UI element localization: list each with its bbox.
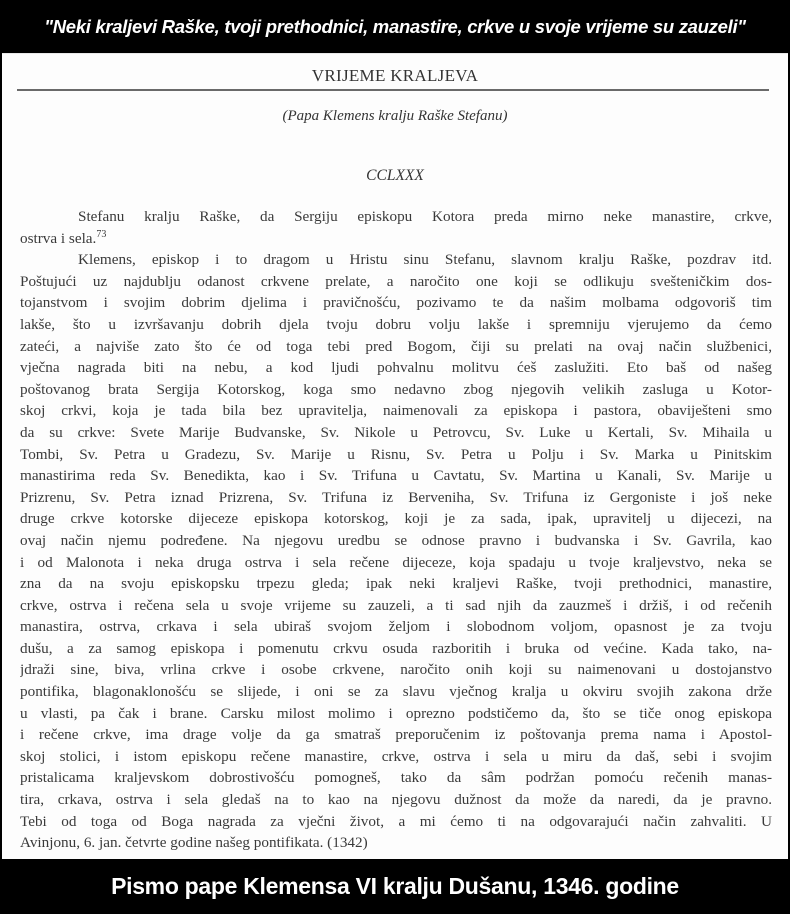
- text-line: pontifika, blagonaklonošću se slijede, i oni se za slavu vječnog kralja u okviru svojih zakona drže: [20, 683, 772, 701]
- text-line: Poštujući uz najdublju odanost crkvene prelate, a naročito one koji se odlikuju svešteničkim dos-: [20, 272, 772, 290]
- text-line: poštovanog brata Sergija Kotorskog, koga smo nedavno zbog njegovih velikih zasluga u Kotor-: [20, 380, 772, 398]
- text-line: tira, crkava, ostrva i sela gledaš na to kao na njegovu dužnost da može da naredi, da je pravno.: [20, 791, 772, 809]
- text-line: pristalicama kraljevskom dobrostivošću pomogneš, tako da sâm podržan pomoću rečenih manas-: [20, 769, 772, 787]
- text-line: Klemens, episkop i to dragom u Hristu sinu Stefanu, slavnom kralju Raške, pozdrav itd.: [78, 251, 772, 269]
- text-line: skoj stolici, i istom episkopu rečene manastire, crkve, ostrva i sela u miru da daš, sebi i svojim: [20, 747, 772, 765]
- text-line: tojanstvom i svojim dobrim djelima i pravičnošću, pozivamo te da našim molbama odgovoriš tim: [20, 294, 772, 312]
- text-line: dušu, a za samog episkopa i pomenutu crkvu osuda razboritih i bruka od većine. Kada tako, na-: [20, 639, 772, 657]
- text-line: Prizrenu, Sv. Petra iznad Prizrena, Sv. Trifuna iz Berveniha, Sv. Trifuna iz Gergoniste i još neke: [20, 488, 772, 506]
- text-line: manastira, ostrva, crkava i sela ubiraš svojom željom i slobodnom voljom, opasnost je za tvoju: [20, 618, 772, 636]
- text-line: Avinjonu, 6. jan. četvrte godine našeg pontifikata. (1342): [20, 834, 368, 852]
- text-line: lakše, što u izvršavanju dobrih djela tvoju dobru volju lakše i spremniju vjerujemo da ćemo: [20, 315, 772, 333]
- header-rule: [17, 89, 769, 91]
- text-line-content: ostrva i sela.: [20, 229, 97, 247]
- footnote-marker: 73: [96, 228, 107, 240]
- text-line: zateći, a najviše zato što će od toga tebi pred Bogom, čiji su prelati na ovaj način službenici,: [20, 337, 772, 355]
- document-subtitle: (Papa Klemens kralju Raške Stefanu): [282, 108, 508, 124]
- running-head: VRIJEME KRALJEVA: [311, 66, 479, 85]
- text-line: u vlasti, pa čak i brane. Carsku milost molimo i oprezno podstičemo da, što se tiče onog episkopa: [20, 704, 772, 722]
- text-line: jdraži sine, biva, vrlina crkve i osobe crkvene, naročito onih koji su naimenovani u dostojanstvo: [20, 661, 772, 679]
- text-line: manastirima reda Sv. Benedikta, kao i Sv. Trifuna u Cavtatu, Sv. Martina u Kanali, Sv. Marije u: [20, 467, 772, 485]
- text-line: i od Malonota i neka druga ostrva i sela rečene dijeceze, koja spadaju u tvoje kraljevstvo, neka se: [20, 553, 772, 571]
- text-line: ovaj način njemu podređene. Na njegovu uredbu se odnose pravno i budvanska i Sv. Gavrila, kao: [20, 531, 772, 549]
- text-line: Tebi od toga od Boga nagrada za vječni život, a mi ćemo ti na odgovarajući način zahvaliti. U: [20, 812, 772, 830]
- text-line: skoj crkvi, koja je tada bila bez upravitelja, naimenovali za episkopa i pastora, obaviješteni smo: [20, 402, 772, 420]
- text-line: Stefanu kralju Raške, da Sergiju episkopu Kotora preda mirno neke manastire, crkve,: [78, 208, 772, 225]
- footer-caption: Pismo pape Klemensa VI kralju Dušanu, 1346. godine: [111, 872, 679, 899]
- text-line: druge crkve kotorske dijeceze episkopa kotorskog, koji je za sada, ipak, upravitelj u dijecezi, na: [20, 510, 772, 528]
- document-number: CCLXXX: [366, 167, 424, 184]
- text-line: zna da na svoju episkopsku trpezu gleda; ipak neki kraljevi Raške, tvoji prethodnici, manastire,: [20, 575, 772, 593]
- text-line: vječna nagrada biti na nebu, a kod ljudi pohvalnu molitvu ćeš zaslužiti. Eto baš od našeg: [20, 359, 772, 377]
- text-line: Tombi, Sv. Petra u Gradezu, Sv. Marije u Risnu, Sv. Petra u Polju i Sv. Marka u Pinitskim: [20, 445, 772, 463]
- text-line: [20, 228, 772, 250]
- text-line: i rečene crkve, ima drage volje da ga smatraš preporučenim iz poštovanja prema nama i Apostol-: [20, 726, 772, 744]
- document-page: [2, 53, 788, 859]
- letter-body: [20, 206, 772, 854]
- header-caption: "Neki kraljevi Raške, tvoji prethodnici, manastire, crkve u svoje vrijeme su zauzeli": [44, 15, 746, 37]
- text-line: da su crkve: Svete Marije Budvanske, Sv. Nikole u Petrovcu, Sv. Luke u Kertali, Sv. Mihaila u: [20, 423, 772, 441]
- text-line: crkve, ostrva i rečena sela u svoje vrijeme su zauzeli, a ti sad njih da zauzmeš i držiš, i od rečenih: [20, 596, 772, 614]
